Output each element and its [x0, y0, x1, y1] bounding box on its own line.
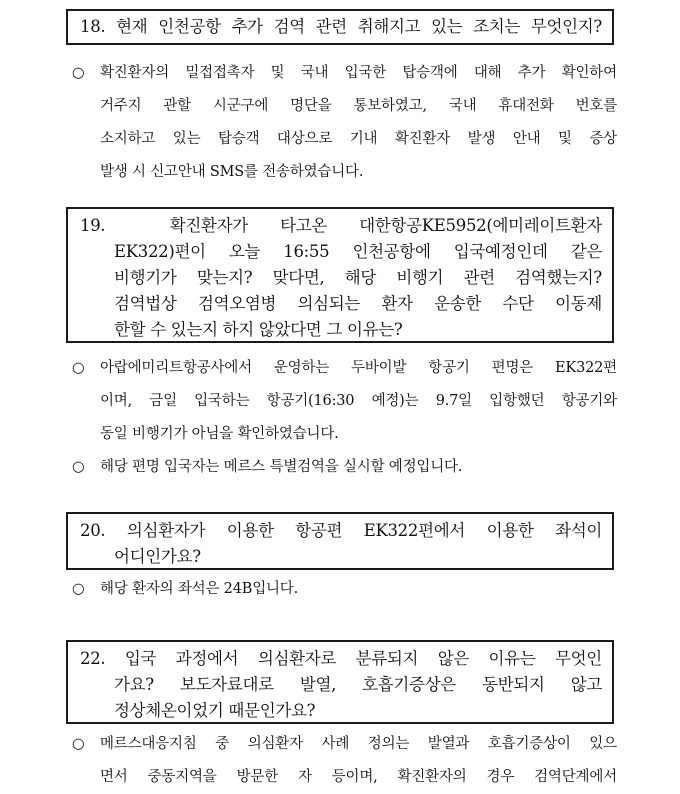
- bullet-icon: ○: [72, 736, 85, 752]
- question-19-line-1: 19. 확진환자가 타고온 대한항공KE5952(에미레이트환자: [80, 216, 602, 235]
- answer-18-line-1: 확진환자의 밀접접촉자 및 국내 입국한 탑승객에 대해 추가 확인하여: [100, 65, 617, 81]
- answer-22-line-2: 면서 중동지역을 방문한 자 등이며, 확진환자의 경우 검역단계에서: [100, 769, 617, 785]
- answer-19: [72, 352, 617, 484]
- question-19-line-5: 한할 수 있는지 하지 않았다면 그 이유는?: [114, 320, 403, 339]
- answer-22-line-1: 메르스대응지침 중 의심환자 사례 정의는 발열과 호흡기증상이 있으: [100, 736, 617, 752]
- bullet-icon: ○: [72, 360, 85, 376]
- answer-18: [72, 57, 617, 189]
- question-18-box: [66, 9, 614, 45]
- answer-19-line-2: 이며, 금일 입국하는 항공기(16:30 예정)는 9.7일 입항했던 항공기와: [100, 393, 617, 409]
- question-19-line-2: EK322)편이 오늘 16:55 인천공항에 입국예정인데 같은: [114, 242, 602, 261]
- question-20-line-2: 어디인가요?: [114, 547, 201, 566]
- question-22-line-1: 22. 입국 과정에서 의심환자로 분류되지 않은 이유는 무엇인: [80, 649, 602, 668]
- question-22-line-3: 정상체온이었기 때문인가요?: [114, 701, 316, 720]
- answer-19-line-3: 동일 비행기가 아님을 확인하였습니다.: [100, 426, 339, 442]
- question-19-line-4: 검역법상 검역오염병 의심되는 환자 운송한 수단 이동제: [114, 294, 602, 313]
- bullet-icon: ○: [72, 65, 85, 81]
- question-19-line-3: 비행기가 맞는지? 맞다면, 해당 비행기 관련 검역했는지?: [114, 268, 602, 287]
- question-18-text: 18. 현재 인천공항 추가 검역 관련 취해지고 있는 조치는 무엇인지?: [80, 17, 602, 36]
- question-22-line-2: 가요? 보도자료대로 발열, 호흡기증상은 동반되지 않고: [114, 675, 602, 694]
- bullet-icon: ○: [72, 459, 85, 475]
- question-20-box: [66, 512, 614, 570]
- question-22-box: [66, 640, 614, 724]
- answer-18-line-2: 거주지 관할 시군구에 명단을 통보하였고, 국내 휴대전화 번호를: [100, 98, 617, 114]
- answer-20-line-1: 해당 환자의 좌석은 24B입니다.: [100, 581, 299, 597]
- bullet-icon: ○: [72, 581, 85, 597]
- question-20-line-1: 20. 의심환자가 이용한 항공편 EK322편에서 이용한 좌석이: [80, 521, 602, 540]
- answer-18-line-3: 소지하고 있는 탑승객 대상으로 기내 확진환자 발생 안내 및 증상: [100, 131, 617, 147]
- answer-22: [72, 728, 617, 794]
- answer-20: [72, 573, 617, 606]
- answer-19-line-1: 아랍에미리트항공사에서 운영하는 두바이발 항공기 편명은 EK322편: [100, 360, 617, 376]
- answer-19-line-4: 해당 편명 입국자는 메르스 특별검역을 실시할 예정입니다.: [100, 459, 463, 475]
- question-19-box: [66, 207, 614, 343]
- answer-18-line-4: 발생 시 신고안내 SMS를 전송하였습니다.: [100, 164, 364, 180]
